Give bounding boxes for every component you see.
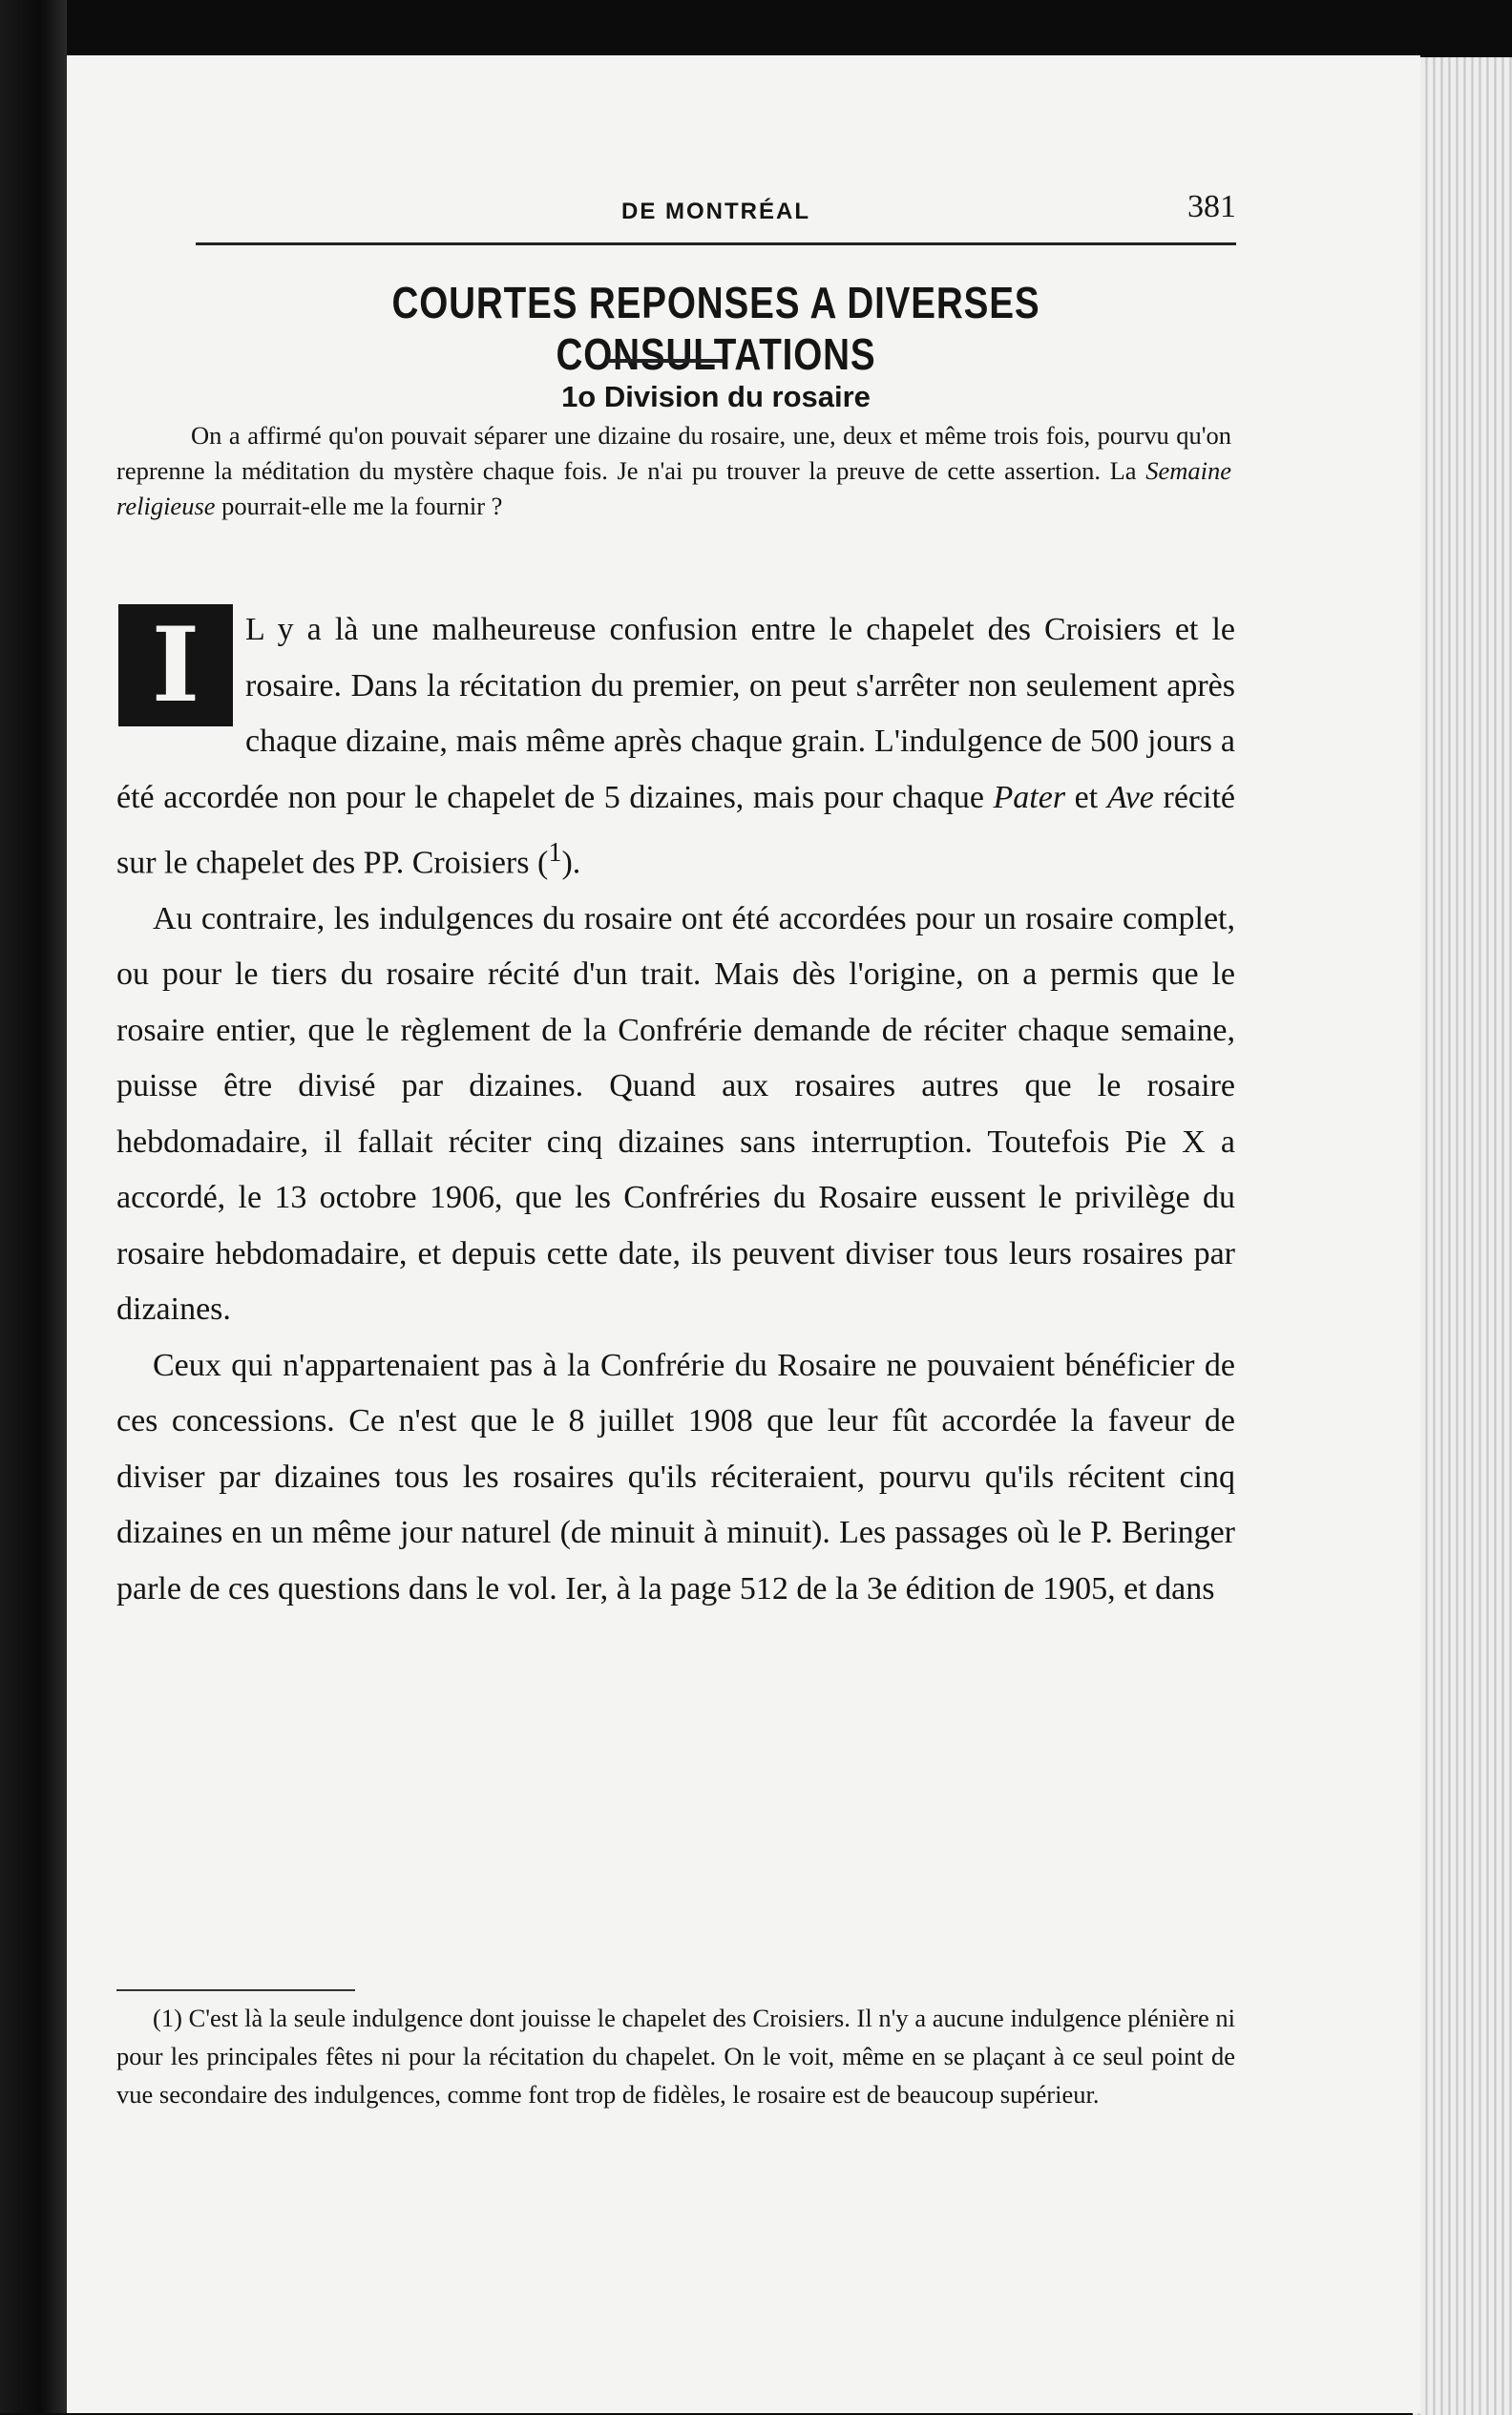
footnote: (1) C'est là la seule indulgence dont jouisse le chapelet des Croisiers. Il n'y a aucune indulgence plénière ni pour les principales fêtes ni pour la récitation du chapelet. On le voit, même en se plaçant à ce seul point de vue secondaire des indulgences, comme font trop de fidèles, le rosaire est de beaucoup supérieur. [116, 2004, 1235, 2109]
question-italic: Semaine religieuse [116, 456, 1231, 520]
header-rule [196, 242, 1236, 245]
decorative-drop-cap: I [118, 604, 233, 726]
drop-cap-space [116, 602, 245, 765]
paragraph-1 [116, 602, 1235, 892]
paragraph-2: Au contraire, les indulgences du rosaire ont été accordées pour un rosaire complet, ou pour le tiers du rosaire récité d'un trait. Mais dès l'origine, on a permis que le rosaire entier, que le règlement de la Confrérie demande de réciter chaque semaine, puisse être divisé par dizaines. Quand aux rosaires autres que le rosaire hebdomadaire, il fallait réciter cinq dizaines sans interruption. Toutefois Pie X a accordé, le 13 octobre 1906, que les Confréries du Rosaire eussent le privilège du rosaire hebdomadaire, et depuis cette date, ils peuvent diviser tous leurs rosaires par dizaines. [116, 900, 1235, 1328]
paragraph-1-italic-ave: Ave [1106, 779, 1154, 815]
page-number: 381 [1187, 189, 1236, 224]
subheading: 1o Division du rosaire [561, 380, 871, 413]
footnote-rule [116, 1989, 355, 1991]
question-part2: pourrait-elle me la fournir ? [215, 492, 503, 520]
paragraph-1-mid: et [1065, 779, 1107, 815]
paragraph-1-part1: L y a là une malheureuse confusion entre le chapelet des Croisiers et le rosaire. Dans la récitation du premier, on peut s'arrêter non seulement après chaque dizaine, mais même après chaque grain. L'indulgence de 500 jours a été accordée non pour le chapelet de 5 dizaines, mais pour chaque [116, 612, 1235, 815]
paragraph-1-part3: ). [561, 845, 581, 881]
paragraph-3: Ceux qui n'appartenaient pas à la Confrérie du Rosaire ne pouvaient bénéficier de ces concessions. Ce n'est que le 8 juillet 1908 que leur fût accordée la faveur de diviser par dizaines tous les rosaires qu'ils réciteraient, pourvu qu'ils récitent cinq dizaines en un même jour naturel (de minuit à minuit). Les passages où le P. Beringer parle de ces questions dans le vol. Ier, à la page 512 de la 3e édition de 1905, et dans [116, 1347, 1235, 1606]
book-page [67, 55, 1420, 2413]
section-title: COURTES REPONSES A DIVERSES CONSULTATIONS [391, 278, 1040, 379]
footnote-reference: 1 [548, 838, 562, 868]
book-spine-edge [0, 0, 67, 2413]
page-stack-edge [1413, 57, 1512, 2415]
question-text [116, 418, 1231, 524]
running-head [196, 189, 1236, 246]
question-part1: On a affirmé qu'on pouvait séparer une dizaine du rosaire, une, deux et même trois fois, pourvu qu'on reprenne la méditation du mystère chaque fois. Je n'ai pu trouver la preuve de cette assertion. La [116, 421, 1231, 485]
article-body [116, 602, 1235, 1617]
title-rule [606, 359, 723, 363]
running-head-title: DE MONTRÉAL [621, 199, 810, 224]
paragraph-1-italic-pater: Pater [993, 779, 1066, 815]
paragraph-1-part2: récité sur le chapelet des PP. Croisiers ( [116, 779, 1235, 881]
